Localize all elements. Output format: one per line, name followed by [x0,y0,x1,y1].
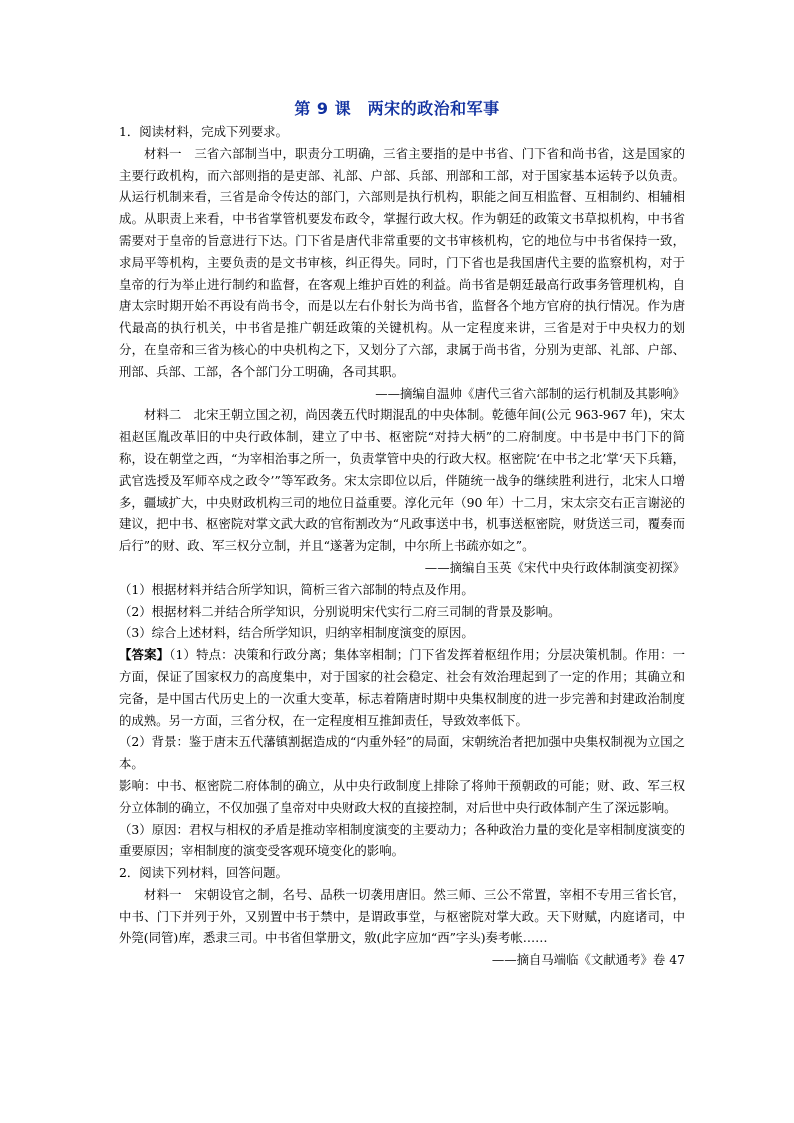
paragraph-text: 材料二 北宋王朝立国之初，尚因袭五代时期混乱的中央体制。乾德年间(公元 963-967 年)，宋太祖赵匡胤改革旧的中央行政体制，建立了中书、枢密院“对持大柄”的二府制度。中书是中书门下的简称，设在朝堂之西，“为宰相治事之所一，负责掌管中央的行政大权。枢密院‘在中书之北’掌‘天下兵籍，武官选授及军师卒戍之政令’”等军政务。宋太宗即位以后，伴随统一战争的继续胜利进行，北宋人口增多，疆域扩大，中央财政机构三司的地位日益重要。淳化元年（90 年）十二月，宋太宗交右正言谢泌的建议，把中书、枢密院对掌文武大政的官衔割改为“凡政事送中书，机事送枢密院，财货送三司，覆奏而后行”的财、政、军三权分立制，并且“遂著为定制，中尔所上书疏亦如之”。 [119,407,685,554]
paragraph [119,819,685,863]
paragraph-text: （2）背景：鉴于唐末五代藩镇割据造成的“内重外轻”的局面，宋朝统治者把加强中央集权制视为立国之本。 [119,734,685,772]
document-body [119,121,685,971]
paragraph [119,644,685,731]
paragraph-text: ——摘编自玉英《宋代中央行政体制演变初探》 [424,559,685,575]
source-citation [119,383,685,405]
paragraph-text: 材料一 三省六部制当中，职责分工明确，三省主要指的是中书省、门下省和尚书省，这是国家的主要行政机构，而六部则指的是吏部、礼部、户部、兵部、刑部和工部，对于国家基本运转予以负责。从运行机制来看，三省是命令传达的部门，六部则是执行机构，职能之间互相监督、互相制约、相辅相成。从职责上来看，中书省掌管机要发布政令，掌握行政大权。作为朝廷的政策文书草拟机构，中书省需要对于皇帝的旨意进行下达。门下省是唐代非常重要的文书审核机构，它的地位与中书省保持一致，求局平等机构，主要负责的是文书审核，纠正得失。同时，门下省也是我国唐代主要的监察机构，对于皇帝的行为举止进行制约和监督，在客观上维护百姓的利益。尚书省是朝廷最高行政事务管理机构，自唐太宗时期开始不再设有尚书令，而是以左右仆射长为尚书省，监督各个地方官府的执行情况。作为唐代最高的执行机关，中书省是推广朝廷政策的关键机构。从一定程度来讲，三省是对于中央权力的划分，在皇帝和三省为核心的中央机构之下，又划分了六部，隶属于尚书省，分别为吏部、礼部、户部、刑部、兵部、工部，各个部门分工明确，各司其职。 [119,145,685,379]
paragraph-text: ——摘自马端临《文献通考》卷 47 [491,952,685,968]
paragraph [119,775,685,819]
paragraph-text: 材料一 宋朝设官之制，名号、品秩一切袭用唐旧。然三师、三公不常置，宰相不专用三省长官，中书、门下并列于外，又别置中书于禁中，是谓政事堂，与枢密院对掌大政。天下财赋，内庭诸司，中外筦(同管)库，悉隶三司。中书省但掌册文，敫(此字应加“西”字头)奏考帐…… [119,886,685,946]
paragraph-text: 1．阅读材料，完成下列要求。 [119,124,288,139]
paragraph [119,404,685,557]
paragraph-text: （1）根据材料并结合所学知识，简析三省六部制的特点及作用。 [119,581,474,597]
paragraph-text: （3）综合上述材料，结合所学知识，归纳宰相制度演变的原因。 [119,625,474,641]
paragraph [119,731,685,775]
paragraph-text: 2．阅读下列材料，回答问题。 [119,865,288,881]
paragraph-text: （3）原因：君权与相权的矛盾是推动宰相制度演变的主要动力；各种政治力量的变化是宰相制度演变的重要原因；宰相制度的演变受客观环境变化的影响。 [119,821,685,859]
paragraph [119,579,685,601]
answer-label: 【答案】 [119,647,170,663]
paragraph-text: （2）根据材料二并结合所学知识，分别说明宋代实行二府三司制的背景及影响。 [119,603,561,619]
paragraph [119,121,685,143]
source-citation [119,557,685,579]
paragraph [119,143,685,383]
paragraph [119,622,685,644]
page-title: 第 9 课 两宋的政治和军事 [294,99,500,118]
paragraph [119,884,685,949]
paragraph-text: 影响：中书、枢密院二府体制的确立，从中央行政制度上排除了将帅干预朝政的可能；财、政、军三权分立体制的确立，不仅加强了皇帝对中央财政大权的直接控制，对后世中央行政体制产生了深远影响。 [119,777,685,815]
paragraph [119,862,685,884]
paragraph [119,601,685,623]
source-citation [119,949,685,971]
paragraph-text: （1）特点：决策和行政分离；集体宰相制；门下省发挥着枢纽作用；分层决策机制。作用：一方面，保证了国家权力的高度集中，对于国家的社会稳定、社会有效治理起到了一定的作用；其确立和完备，是中国古代历史上的一次重大变革，标志着隋唐时期中央集权制度的进一步完善和封建政治制度的成熟。另一方面，三省分权，在一定程度相互推卸责任，导致效率低下。 [119,647,686,728]
paragraph-text: ——摘编自温帅《唐代三省六部制的运行机制及其影响》 [375,385,685,401]
